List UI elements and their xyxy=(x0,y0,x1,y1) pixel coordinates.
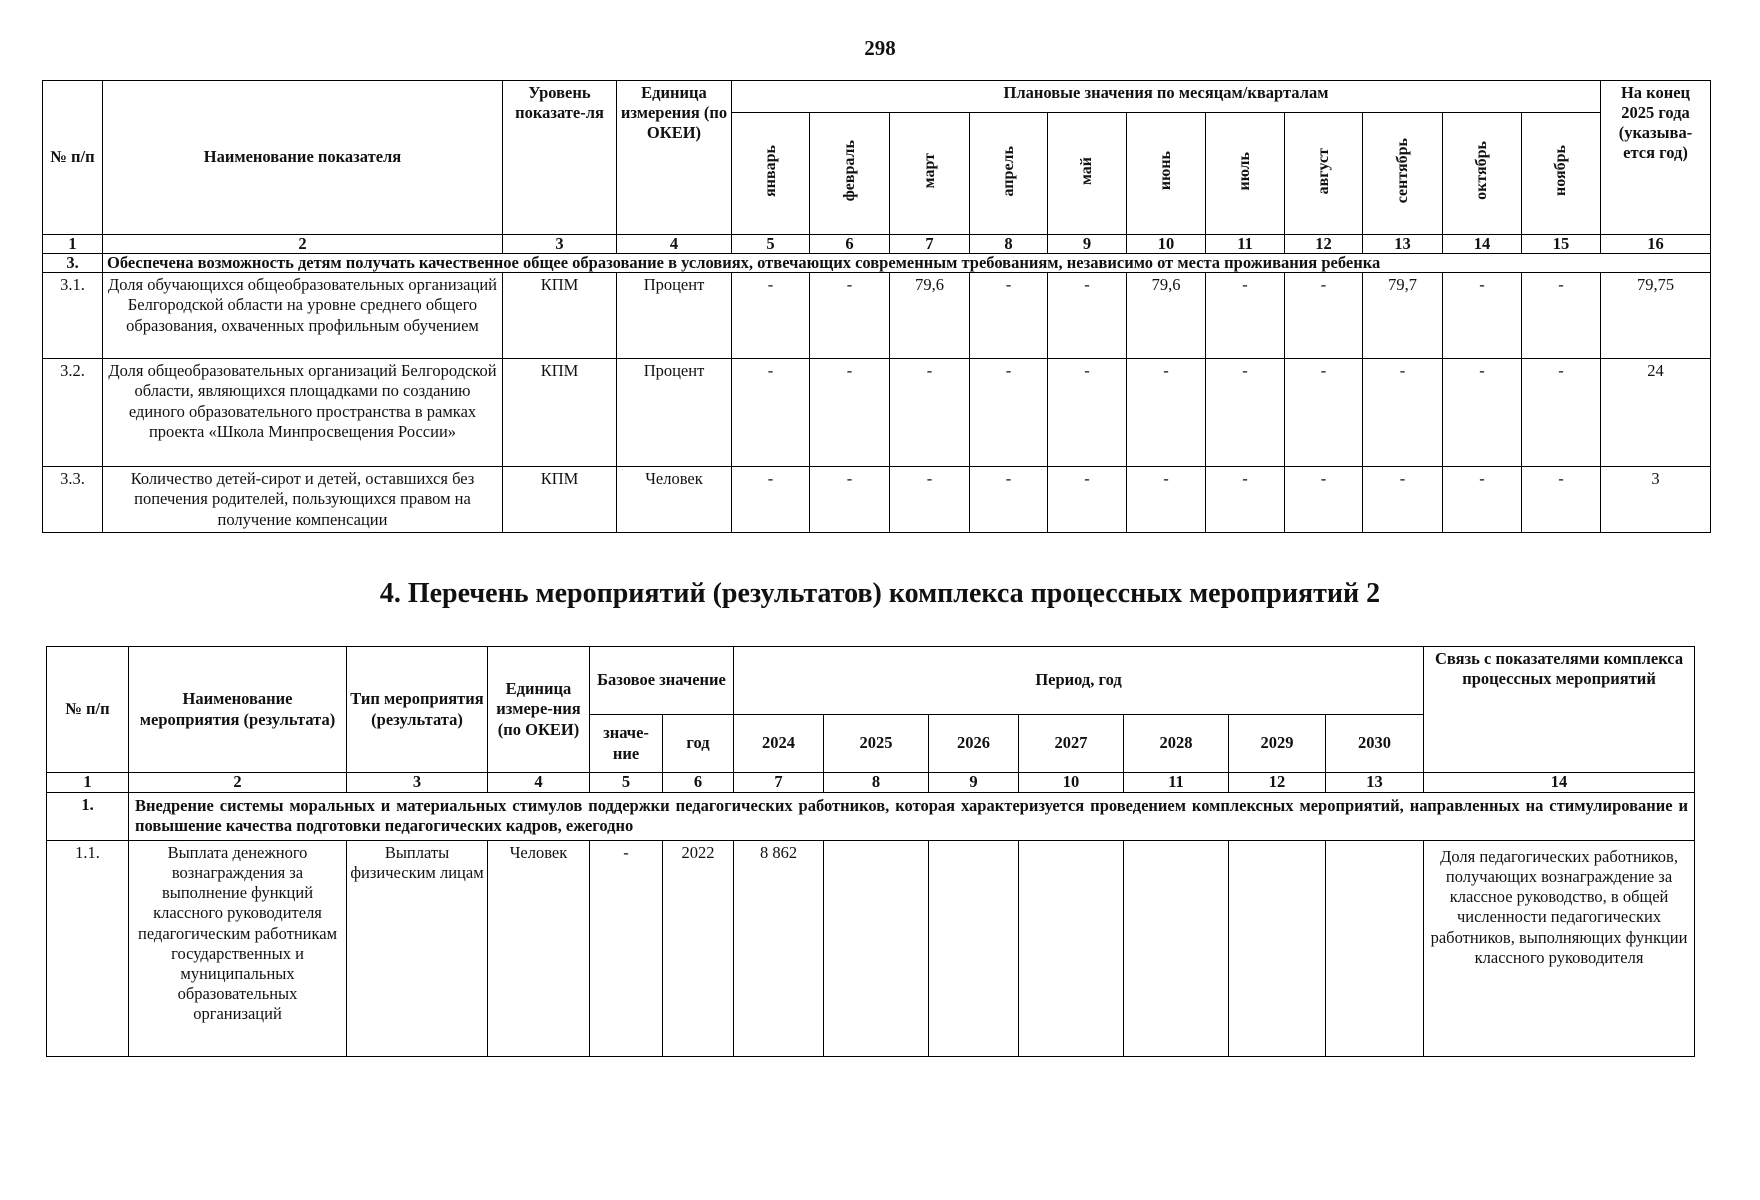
section-num: 3. xyxy=(43,254,103,273)
section-title: Обеспечена возможность детям получать качественное общее образование в условиях, отвечающих современным требованиям, независимо от места проживания ребенка xyxy=(103,254,1711,273)
month-label: ноябрь xyxy=(1552,145,1570,197)
month-value: 79,6 xyxy=(890,273,970,359)
month-label: май xyxy=(1078,156,1096,185)
month-value: 79,7 xyxy=(1363,273,1443,359)
col-number: 9 xyxy=(1048,235,1127,254)
month-value: - xyxy=(1443,467,1522,533)
month-label: март xyxy=(920,153,938,189)
table-row xyxy=(47,841,1695,1057)
month-value: - xyxy=(1206,467,1285,533)
col-number: 13 xyxy=(1326,773,1424,793)
month-value: - xyxy=(1206,273,1285,359)
header-link: Связь с показателями комплекса процессных мероприятий xyxy=(1424,647,1695,773)
row-level: КПМ xyxy=(503,273,617,359)
row-name: Доля общеобразовательных организаций Белгородской области, являющихся площадками по созданию единого образовательного пространства в рамках проекта «Школа Минпросвещения России» xyxy=(103,359,503,467)
year-value xyxy=(1019,841,1124,1057)
col-number: 11 xyxy=(1206,235,1285,254)
header-num: № п/п xyxy=(43,81,103,235)
header-base-year: год xyxy=(663,715,734,773)
year-header: 2030 xyxy=(1326,715,1424,773)
row-base-year: 2022 xyxy=(663,841,734,1057)
month-header xyxy=(1206,113,1285,235)
header-unit: Единица измере-ния (по ОКЕИ) xyxy=(488,647,590,773)
header-num: № п/п xyxy=(47,647,129,773)
month-value: - xyxy=(1048,359,1127,467)
month-header xyxy=(1443,113,1522,235)
col-number: 8 xyxy=(970,235,1048,254)
month-label: октябрь xyxy=(1473,141,1491,201)
col-number: 9 xyxy=(929,773,1019,793)
row-link: Доля педагогических работников, получающих вознаграждение за классное руководство, в общей численности педагогических работников, выполняющих функции классного руководителя xyxy=(1424,841,1695,1057)
year-value xyxy=(1124,841,1229,1057)
page-number: 298 xyxy=(864,36,896,60)
col-number: 2 xyxy=(129,773,347,793)
month-value: - xyxy=(1443,273,1522,359)
header-base: Базовое значение xyxy=(590,647,734,715)
month-value: - xyxy=(1127,467,1206,533)
column-number-row xyxy=(43,235,1711,254)
row-unit: Процент xyxy=(617,359,732,467)
month-header xyxy=(1048,113,1127,235)
row-end-value: 79,75 xyxy=(1601,273,1711,359)
col-number: 16 xyxy=(1601,235,1711,254)
header-unit: Единица измерения (по ОКЕИ) xyxy=(617,81,732,235)
header-planned: Плановые значения по месяцам/кварталам xyxy=(732,81,1601,113)
row-end-value: 24 xyxy=(1601,359,1711,467)
section-title: Внедрение системы моральных и материальных стимулов поддержки педагогических работников, которая характеризуется проведением комплексных мероприятий, направленных на стимулирование и повышение качества подготовки педагогических кадров, ежегодно xyxy=(129,793,1695,841)
col-number: 7 xyxy=(734,773,824,793)
table-row xyxy=(43,359,1711,467)
col-number: 13 xyxy=(1363,235,1443,254)
col-number: 5 xyxy=(590,773,663,793)
month-label: июнь xyxy=(1157,151,1175,191)
col-number: 8 xyxy=(824,773,929,793)
month-value: - xyxy=(810,467,890,533)
year-header: 2025 xyxy=(824,715,929,773)
month-header xyxy=(732,113,810,235)
month-value: - xyxy=(732,359,810,467)
row-num: 3.3. xyxy=(43,467,103,533)
year-value xyxy=(1229,841,1326,1057)
col-number: 10 xyxy=(1127,235,1206,254)
month-label: сентябрь xyxy=(1393,138,1411,204)
row-type: Выплаты физическим лицам xyxy=(347,841,488,1057)
col-number: 1 xyxy=(43,235,103,254)
month-value: - xyxy=(1206,359,1285,467)
header-period: Период, год xyxy=(734,647,1424,715)
year-header: 2024 xyxy=(734,715,824,773)
header-base-value: значе-ние xyxy=(590,715,663,773)
month-header xyxy=(970,113,1048,235)
col-number: 2 xyxy=(103,235,503,254)
header-type: Тип мероприятия (результата) xyxy=(347,647,488,773)
col-number: 15 xyxy=(1522,235,1601,254)
year-value xyxy=(824,841,929,1057)
month-label: январь xyxy=(761,145,779,197)
table-row xyxy=(43,467,1711,533)
col-number: 7 xyxy=(890,235,970,254)
month-value: - xyxy=(1127,359,1206,467)
month-header xyxy=(890,113,970,235)
month-label: июль xyxy=(1236,151,1254,191)
indicators-table xyxy=(42,80,1711,533)
year-value xyxy=(1326,841,1424,1057)
header-level: Уровень показате-ля xyxy=(503,81,617,235)
month-value: - xyxy=(810,273,890,359)
month-header xyxy=(810,113,890,235)
row-level: КПМ xyxy=(503,467,617,533)
month-header xyxy=(1363,113,1443,235)
year-value: 8 862 xyxy=(734,841,824,1057)
month-value: - xyxy=(1363,359,1443,467)
header-name: Наименование мероприятия (результата) xyxy=(129,647,347,773)
month-header xyxy=(1285,113,1363,235)
row-unit: Процент xyxy=(617,273,732,359)
year-value xyxy=(929,841,1019,1057)
year-header: 2027 xyxy=(1019,715,1124,773)
month-value: - xyxy=(1522,273,1601,359)
month-value: - xyxy=(970,273,1048,359)
month-value: - xyxy=(890,359,970,467)
year-header: 2026 xyxy=(929,715,1019,773)
row-name: Выплата денежного вознаграждения за выполнение функций классного руководителя педагогическим работникам государственных и муниципальных образовательных организаций xyxy=(129,841,347,1057)
row-unit: Человек xyxy=(488,841,590,1057)
col-number: 4 xyxy=(488,773,590,793)
month-header xyxy=(1127,113,1206,235)
month-value: - xyxy=(1443,359,1522,467)
col-number: 6 xyxy=(810,235,890,254)
col-number: 4 xyxy=(617,235,732,254)
col-number: 12 xyxy=(1285,235,1363,254)
month-value: - xyxy=(890,467,970,533)
row-unit: Человек xyxy=(617,467,732,533)
month-value: - xyxy=(732,273,810,359)
col-number: 3 xyxy=(503,235,617,254)
row-num: 1.1. xyxy=(47,841,129,1057)
year-header: 2028 xyxy=(1124,715,1229,773)
col-number: 3 xyxy=(347,773,488,793)
row-base-value: - xyxy=(590,841,663,1057)
col-number: 5 xyxy=(732,235,810,254)
row-name: Количество детей-сирот и детей, оставшихся без попечения родителей, пользующихся правом на получение компенсации xyxy=(103,467,503,533)
row-num: 3.2. xyxy=(43,359,103,467)
month-value: - xyxy=(1285,359,1363,467)
section-row xyxy=(47,793,1695,841)
month-value: - xyxy=(810,359,890,467)
month-label: август xyxy=(1314,147,1332,195)
month-label: февраль xyxy=(840,140,858,202)
section-heading: 4. Перечень мероприятий (результатов) комплекса процессных мероприятий 2 xyxy=(379,578,1381,609)
col-number: 10 xyxy=(1019,773,1124,793)
month-value: - xyxy=(732,467,810,533)
month-value: - xyxy=(1522,359,1601,467)
row-num: 3.1. xyxy=(43,273,103,359)
col-number: 11 xyxy=(1124,773,1229,793)
section-num: 1. xyxy=(47,793,129,841)
header-name: Наименование показателя xyxy=(103,81,503,235)
month-value: - xyxy=(1285,273,1363,359)
col-number: 1 xyxy=(47,773,129,793)
month-value: - xyxy=(970,359,1048,467)
header-end: На конец 2025 года (указыва-ется год) xyxy=(1601,81,1711,235)
row-end-value: 3 xyxy=(1601,467,1711,533)
month-value: - xyxy=(1285,467,1363,533)
row-level: КПМ xyxy=(503,359,617,467)
month-header xyxy=(1522,113,1601,235)
month-value: - xyxy=(1048,467,1127,533)
col-number: 14 xyxy=(1424,773,1695,793)
month-value: - xyxy=(1522,467,1601,533)
table-row xyxy=(43,273,1711,359)
year-header: 2029 xyxy=(1229,715,1326,773)
month-label: апрель xyxy=(999,145,1017,197)
col-number: 14 xyxy=(1443,235,1522,254)
row-name: Доля обучающихся общеобразовательных организаций Белгородской области на уровне среднего общего образования, охваченных профильным обучением xyxy=(103,273,503,359)
section-row xyxy=(43,254,1711,273)
month-value: 79,6 xyxy=(1127,273,1206,359)
column-number-row xyxy=(47,773,1695,793)
activities-table xyxy=(46,646,1695,1057)
month-value: - xyxy=(1048,273,1127,359)
month-value: - xyxy=(970,467,1048,533)
col-number: 12 xyxy=(1229,773,1326,793)
col-number: 6 xyxy=(663,773,734,793)
month-value: - xyxy=(1363,467,1443,533)
